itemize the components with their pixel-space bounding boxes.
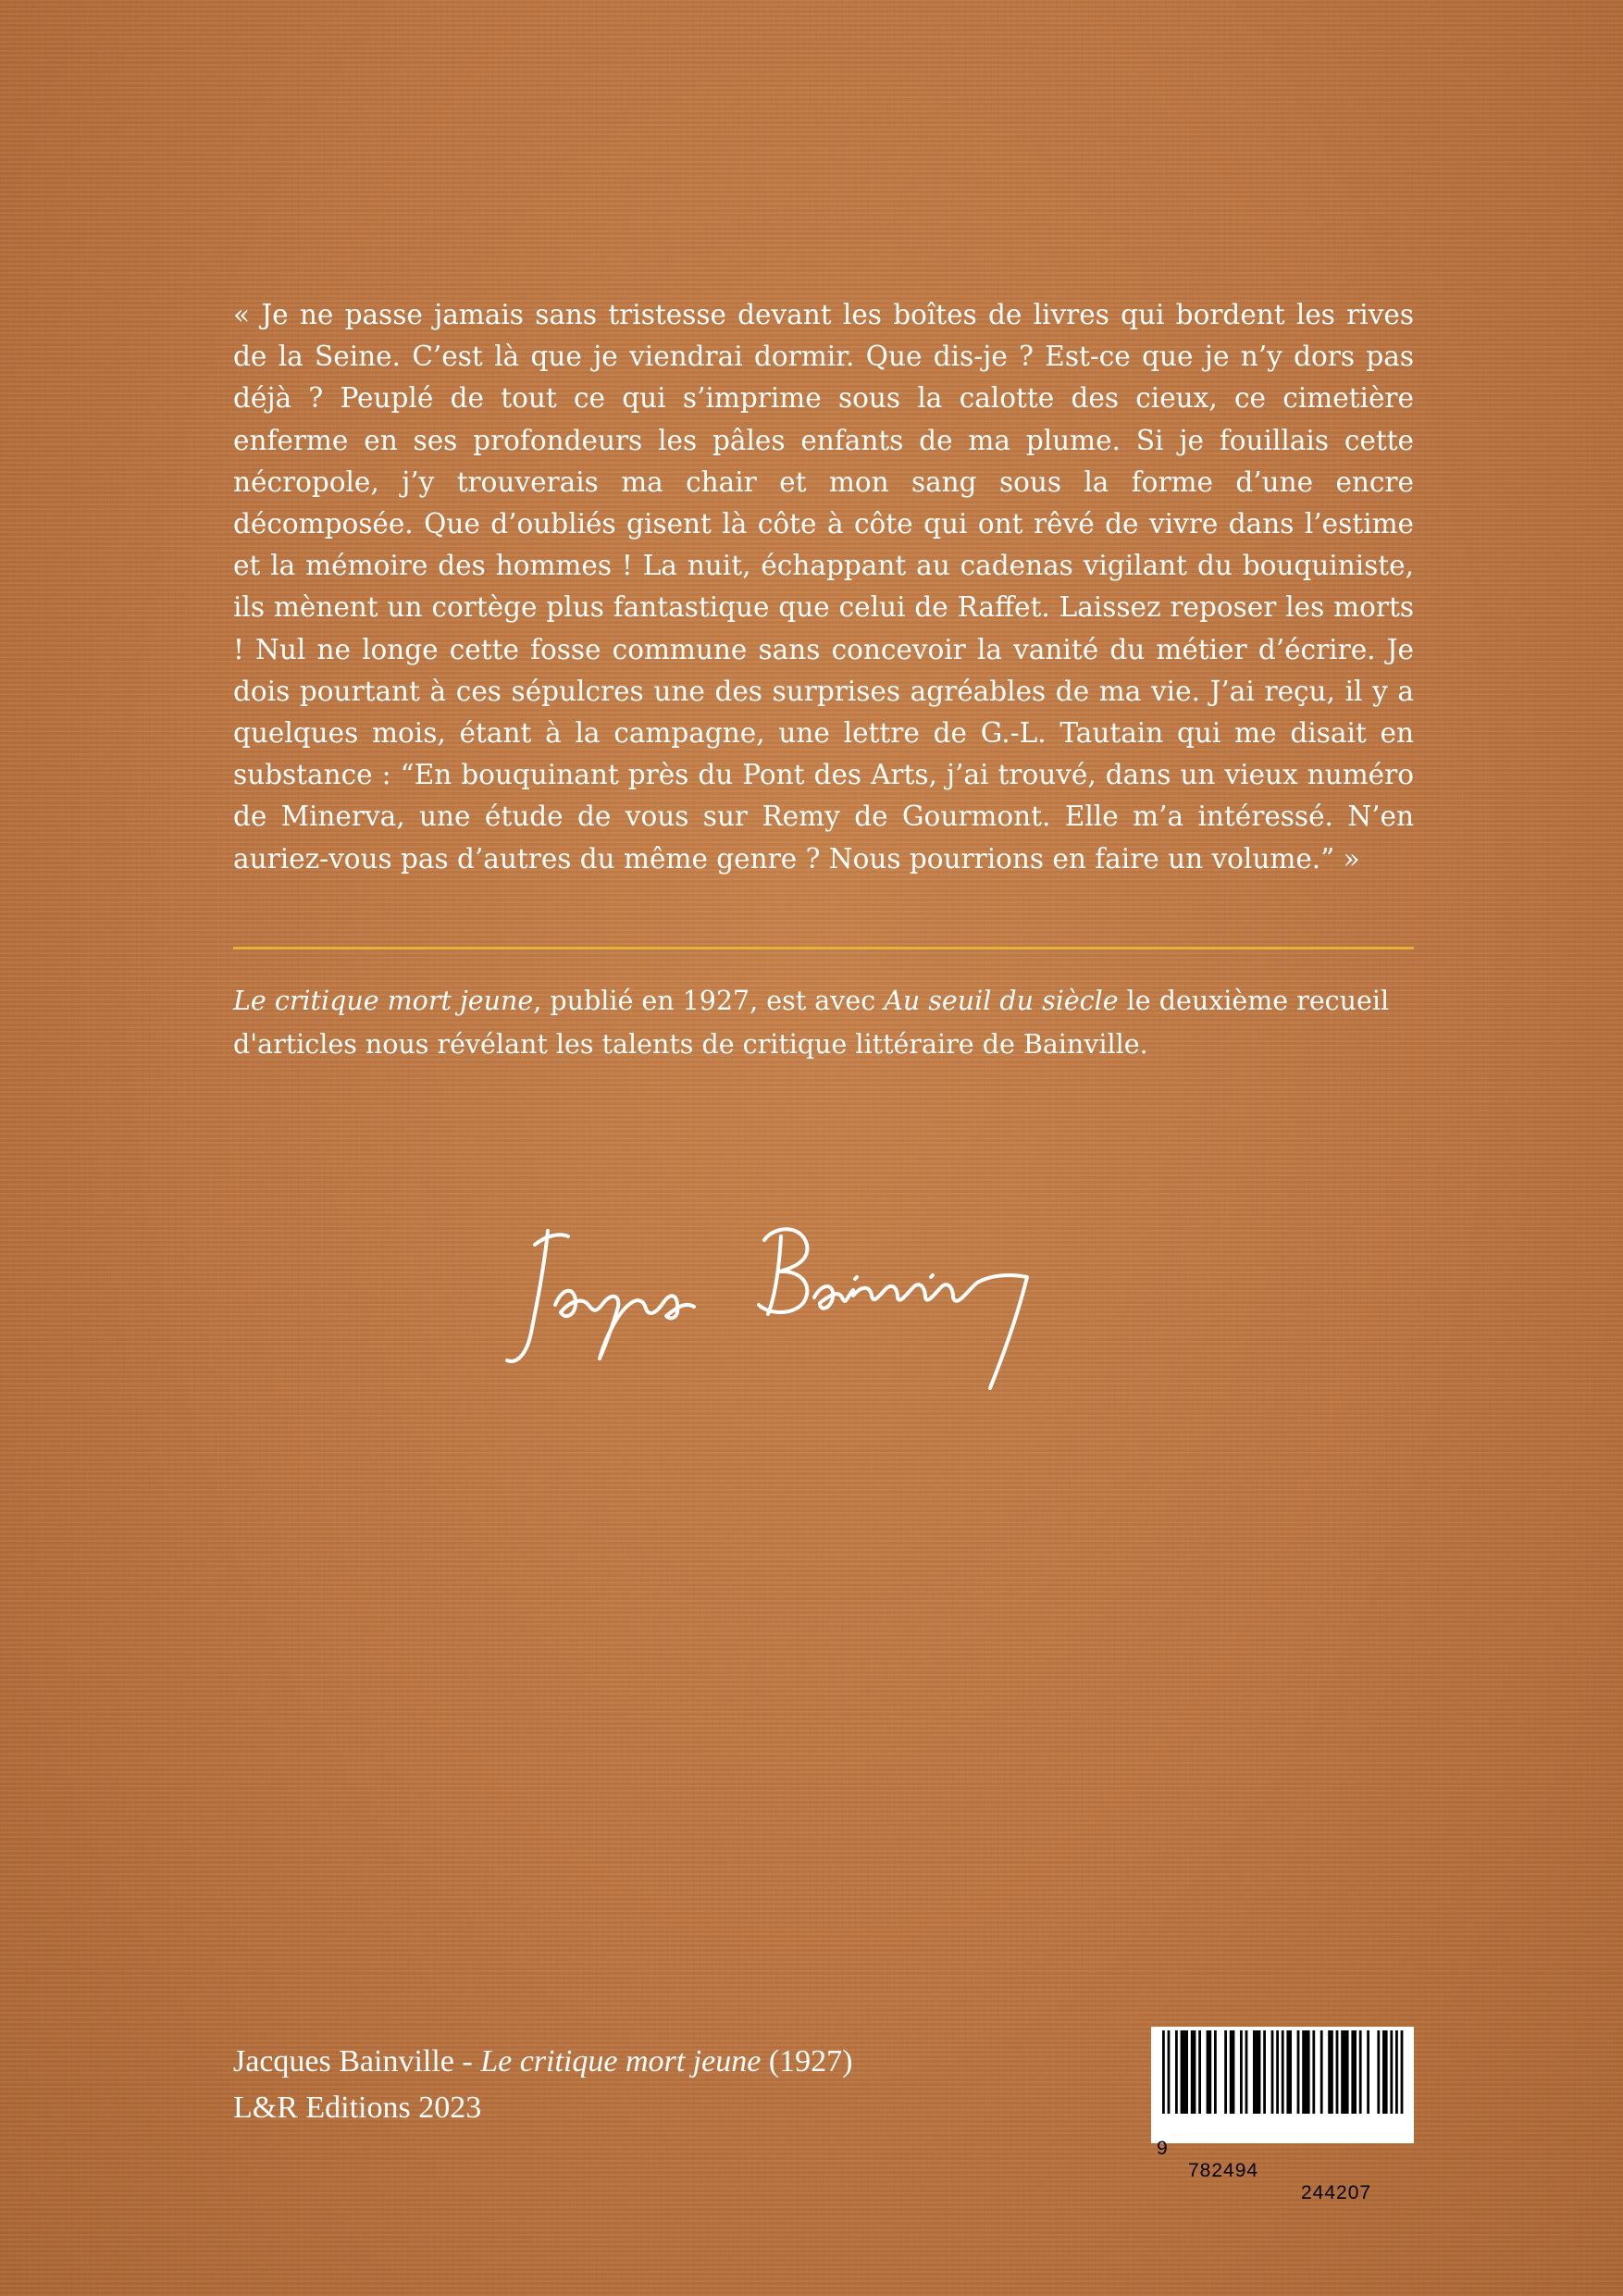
book-blurb xyxy=(233,979,1427,1066)
barcode-bar xyxy=(1390,2030,1393,2114)
footer-year: (1927) xyxy=(761,2044,853,2079)
footer-author: Jacques Bainville - xyxy=(233,2044,481,2079)
barcode-bar xyxy=(1367,2030,1369,2114)
barcode-bar xyxy=(1341,2030,1348,2114)
barcode-bar xyxy=(1271,2030,1274,2114)
footer-book-title: Le critique mort jeune xyxy=(480,2044,762,2079)
blurb-book-title-2: Au seuil du siècle xyxy=(884,986,1119,1016)
barcode-bar xyxy=(1395,2030,1398,2114)
barcode-bar xyxy=(1181,2030,1188,2114)
footer-author-line xyxy=(233,2039,852,2085)
barcode-bar xyxy=(1198,2030,1201,2114)
barcode-bar xyxy=(1302,2030,1309,2114)
footer-credits xyxy=(233,2039,852,2131)
blurb-text-2: le deuxième recueil d'articles nous révélant les talents de critique littéraire de Bainville. xyxy=(233,986,1390,1060)
barcode-bar xyxy=(1320,2030,1323,2114)
barcode-bar xyxy=(1377,2030,1380,2114)
blurb-text-1: , publié en 1927, est avec xyxy=(533,986,885,1016)
barcode-bar xyxy=(1382,2030,1388,2114)
author-signature xyxy=(490,1194,1092,1416)
barcode-bar xyxy=(1297,2030,1300,2114)
barcode-bar xyxy=(1245,2030,1248,2114)
footer-publisher: L&R Editions 2023 xyxy=(233,2091,482,2125)
barcode-bar xyxy=(1359,2030,1362,2114)
barcode-bar xyxy=(1253,2030,1260,2114)
barcode-bar xyxy=(1214,2030,1217,2114)
barcode-bar xyxy=(1207,2030,1212,2114)
barcode-bar xyxy=(1191,2030,1196,2114)
blurb-book-title: Le critique mort jeune xyxy=(233,986,534,1016)
barcode-bar xyxy=(1263,2030,1266,2114)
barcode-bar xyxy=(1175,2030,1178,2114)
barcode-bar xyxy=(1162,2030,1165,2114)
divider-rule xyxy=(233,947,1414,949)
isbn-barcode xyxy=(1151,2027,1414,2203)
barcode-bar xyxy=(1168,2030,1171,2114)
barcode-bar xyxy=(1282,2030,1284,2114)
barcode-bar xyxy=(1328,2030,1333,2114)
barcode-bar xyxy=(1351,2030,1357,2114)
barcode-bars xyxy=(1158,2030,1406,2114)
barcode-bar xyxy=(1224,2030,1227,2114)
barcode-digits xyxy=(1151,2116,1414,2227)
barcode-bar xyxy=(1286,2030,1292,2114)
barcode-bar xyxy=(1230,2030,1235,2114)
barcode-left-group: 782494 xyxy=(1188,2160,1259,2181)
barcode-bar xyxy=(1276,2030,1279,2114)
barcode-bar xyxy=(1401,2030,1404,2114)
barcode-bar xyxy=(1240,2030,1243,2114)
back-cover-quote: « Je ne passe jamais sans tristesse devant les boîtes de livres qui bordent les rives de la Seine. C’est là que je viendrai dormir. Que dis-je ? Est-ce que je n’y dors pas déjà ? Peuplé de tout ce qui s’imprime sous la calotte des cieux, ce cimetière enferme en ses profondeurs les pâles enfants de ma plume. Si je fouillais cette nécropole, j’y trouverais ma chair et mon sang sous la forme d’une encre décomposée. Que d’oubliés gisent là côte à côte qui ont rêvé de vivre dans l’estime et la mémoire des hommes ! La nuit, échappant au cadenas vigilant du bouquiniste, ils mènent un cortège plus fantastique que celui de Raffet. Laissez reposer les morts ! Nul ne longe cette fosse commune sans concevoir la vanité du métier d’écrire. Je dois pourtant à ces sépulcres une des surprises agréables de ma vie. J’ai reçu, il y a quelques mois, étant à la campagne, une lettre de G.-L. Tautain qui me disait en substance : “En bouquinant près du Pont des Arts, j’ai trouvé, dans un vieux numéro de Minerva, une étude de vous sur Remy de Gourmont. Elle m’a intéressé. N’en auriez-vous pas d’autres du même genre ? Nous pourrions en faire un volume.” » xyxy=(233,299,1414,875)
barcode-bar xyxy=(1312,2030,1315,2114)
barcode-first-digit: 9 xyxy=(1157,2138,1169,2159)
barcode-bar xyxy=(1336,2030,1339,2114)
barcode-right-group: 244207 xyxy=(1301,2182,1372,2203)
